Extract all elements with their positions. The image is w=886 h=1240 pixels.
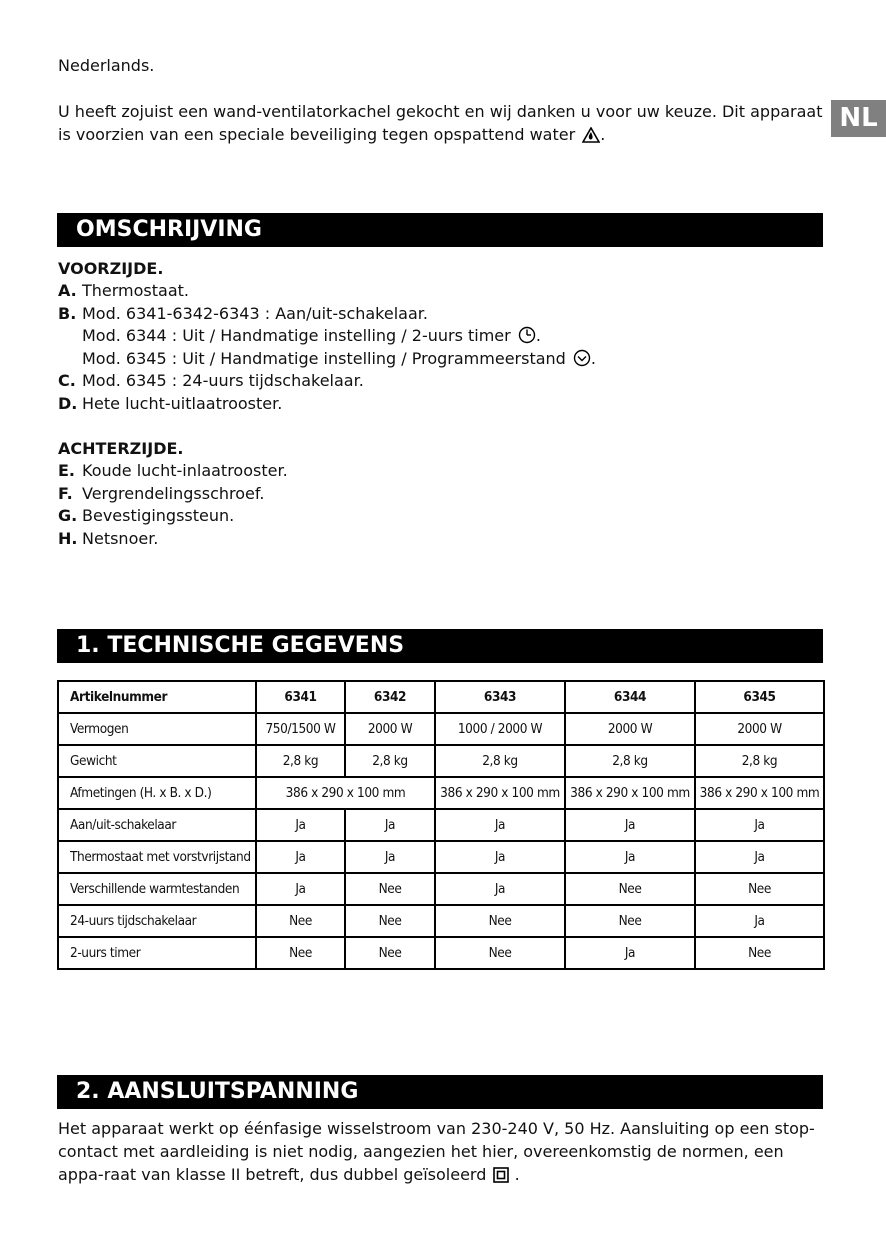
list-item-continuation: Mod. 6344 : Uit / Handmatige instelling / 2-uurs timer . [82,326,541,345]
list-item-continuation: Mod. 6345 : Uit / Handmatige instelling / Programmeerstand . [82,349,597,368]
table-row-label: Afmetingen (H. x B. x D.) [58,777,256,809]
table-cell: Nee [345,937,435,969]
front-heading: VOORZIJDE. [58,259,164,278]
table-cell: Nee [695,937,824,969]
table-row [58,713,824,745]
language-tab: NL [831,100,886,137]
table-cell: Nee [345,905,435,937]
list-item: H. Netsnoer. [58,529,159,548]
table-cell: Nee [695,873,824,905]
table-row [58,809,824,841]
table-cell: Ja [256,841,345,873]
table-row [58,873,824,905]
table-cell: 2000 W [565,713,695,745]
table-row [58,937,824,969]
timer-clock-icon [518,326,536,344]
section-header-technische-gegevens: 1. TECHNISCHE GEGEVENS [57,629,823,663]
table-row [58,841,824,873]
table-cell: Ja [435,841,565,873]
table-row-label: Verschillende warmtestanden [58,873,256,905]
table-cell: 2,8 kg [695,745,824,777]
section-header-omschrijving: OMSCHRIJVING [57,213,823,247]
table-cell: 386 x 290 x 100 mm [565,777,695,809]
table-header-cell: 6343 [435,681,565,713]
table-row-label: 24-uurs tijdschakelaar [58,905,256,937]
table-cell: Ja [695,905,824,937]
back-heading: ACHTERZIJDE. [58,439,184,458]
table-cell: Ja [345,809,435,841]
table-header-cell: Artikelnummer [58,681,256,713]
table-cell: 386 x 290 x 100 mm [256,777,435,809]
table-header-cell: 6341 [256,681,345,713]
list-item: E. Koude lucht-inlaatrooster. [58,461,288,480]
table-cell: Ja [256,809,345,841]
table-cell: Ja [695,841,824,873]
table-header-cell: 6345 [695,681,824,713]
table-row-label: Vermogen [58,713,256,745]
intro-paragraph: U heeft zojuist een wand-ventilatorkachel gekocht en wij danken u voor uw keuze. Dit apparaat is voorzien van een speciale beveiliging tegen opspattend water . [58,102,823,144]
table-cell: Ja [565,841,695,873]
table-cell: Ja [345,841,435,873]
table-cell: 2000 W [345,713,435,745]
table-cell: Nee [435,937,565,969]
table-row-label: Gewicht [58,745,256,777]
list-item: B. Mod. 6341-6342-6343 : Aan/uit-schakelaar. [58,304,428,323]
table-cell: Ja [435,809,565,841]
table-cell: Nee [345,873,435,905]
table-cell: 2,8 kg [435,745,565,777]
table-cell: Ja [695,809,824,841]
table-header-row [58,681,824,713]
table-row-label: Aan/uit-schakelaar [58,809,256,841]
list-item: C. Mod. 6345 : 24-uurs tijdschakelaar. [58,371,364,390]
section-header-aansluitspanning: 2. AANSLUITSPANNING [57,1075,823,1109]
table-row [58,745,824,777]
table-cell: Ja [435,873,565,905]
table-cell: 750/1500 W [256,713,345,745]
spec-table [57,680,825,970]
table-cell: Nee [435,905,565,937]
table-cell: 386 x 290 x 100 mm [435,777,565,809]
table-row-label: Thermostaat met vorstvrijstand [58,841,256,873]
table-cell: 386 x 290 x 100 mm [695,777,824,809]
table-cell: Nee [256,937,345,969]
table-cell: 2,8 kg [345,745,435,777]
table-row [58,777,824,809]
table-cell: Ja [565,937,695,969]
table-cell: Ja [256,873,345,905]
table-header-cell: 6344 [565,681,695,713]
double-insulation-icon [493,1167,509,1183]
table-cell: Nee [565,873,695,905]
table-cell: 1000 / 2000 W [435,713,565,745]
list-item: F. Vergrendelingsschroef. [58,484,265,503]
table-cell: 2000 W [695,713,824,745]
table-cell: Nee [565,905,695,937]
splash-protection-icon [582,127,600,143]
table-header-cell: 6342 [345,681,435,713]
table-row [58,905,824,937]
list-item: D. Hete lucht-uitlaatrooster. [58,394,283,413]
connection-paragraph: Het apparaat werkt op éénfasige wisselstroom van 230-240 V, 50 Hz. Aansluiting op een stop-contact met aardleiding is niet nodig, aangezien het hier, overeenkomstig de normen, een appa-raat van klasse II betreft, dus dubbel geïsoleerd . [58,1119,815,1184]
language-label: Nederlands. [58,56,155,75]
list-item: A. Thermostaat. [58,281,190,300]
list-item: G. Bevestigingssteun. [58,506,235,525]
table-cell: Nee [256,905,345,937]
table-cell: Ja [565,809,695,841]
program-mode-icon [573,349,591,367]
table-cell: 2,8 kg [256,745,345,777]
table-cell: 2,8 kg [565,745,695,777]
table-row-label: 2-uurs timer [58,937,256,969]
